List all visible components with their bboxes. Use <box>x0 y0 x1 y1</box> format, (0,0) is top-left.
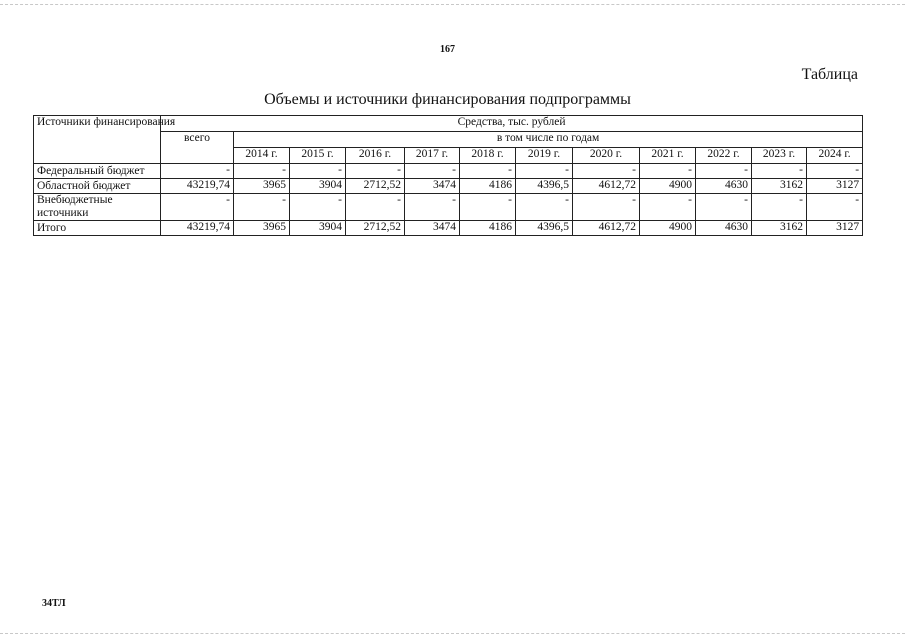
year-header: 2022 г. <box>696 148 752 164</box>
table-cell: - <box>696 164 752 179</box>
table-cell: - <box>460 194 516 221</box>
year-header: 2015 г. <box>290 148 346 164</box>
table-cell: 43219,74 <box>161 179 234 194</box>
table-cell: - <box>460 164 516 179</box>
header-by-years: в том числе по годам <box>234 132 863 148</box>
table-cell: 3965 <box>234 179 290 194</box>
table-cell: 4396,5 <box>516 221 573 236</box>
table-cell: 3904 <box>290 221 346 236</box>
table-cell: 43219,74 <box>161 221 234 236</box>
scan-edge-top <box>0 4 905 5</box>
table-cell: 4900 <box>640 179 696 194</box>
table-cell: - <box>234 194 290 221</box>
year-header: 2021 г. <box>640 148 696 164</box>
year-header: 2024 г. <box>807 148 863 164</box>
table-cell: 4900 <box>640 221 696 236</box>
year-header: 2017 г. <box>405 148 460 164</box>
table-cell: - <box>234 164 290 179</box>
table-cell: - <box>161 194 234 221</box>
table-row-federal <box>34 164 863 179</box>
scan-edge-bottom <box>0 633 905 634</box>
header-source: Источники финансирования <box>34 116 161 164</box>
page-number: 167 <box>440 44 455 55</box>
table-cell: 3127 <box>807 179 863 194</box>
table-cell: 4630 <box>696 221 752 236</box>
row-label: Внебюджетные источники <box>34 194 161 221</box>
header-total: всего <box>161 132 234 164</box>
table-cell: - <box>640 164 696 179</box>
table-cell: - <box>290 164 346 179</box>
table-cell: - <box>752 194 807 221</box>
table-cell: - <box>573 194 640 221</box>
table-cell: - <box>752 164 807 179</box>
table-cell: - <box>516 164 573 179</box>
table-cell: 2712,52 <box>346 221 405 236</box>
table-cell: 3127 <box>807 221 863 236</box>
table-label: Таблица <box>801 66 858 83</box>
document-title: Объемы и источники финансирования подпрограммы <box>264 91 631 108</box>
table-cell: 3474 <box>405 221 460 236</box>
table-cell: - <box>290 194 346 221</box>
table-cell: - <box>346 194 405 221</box>
header-funds: Средства, тыс. рублей <box>161 116 863 132</box>
table-cell: - <box>516 194 573 221</box>
table-row-regional <box>34 179 863 194</box>
table-cell: 4186 <box>460 179 516 194</box>
table-cell: 3162 <box>752 179 807 194</box>
year-header: 2023 г. <box>752 148 807 164</box>
table-cell: - <box>640 194 696 221</box>
table-cell: 3162 <box>752 221 807 236</box>
table-cell: 4630 <box>696 179 752 194</box>
row-label: Федеральный бюджет <box>34 164 161 179</box>
table-cell: - <box>405 164 460 179</box>
year-header: 2016 г. <box>346 148 405 164</box>
year-header: 2020 г. <box>573 148 640 164</box>
year-header: 2019 г. <box>516 148 573 164</box>
row-label: Областной бюджет <box>34 179 161 194</box>
table-cell: - <box>807 164 863 179</box>
table-cell: - <box>161 164 234 179</box>
financing-table <box>33 115 863 236</box>
table-cell: - <box>346 164 405 179</box>
table-cell: 4186 <box>460 221 516 236</box>
footer-code: 34ТЛ <box>42 598 66 609</box>
table-row-extrabudgetary <box>34 194 863 221</box>
table-cell: 4612,72 <box>573 179 640 194</box>
table-cell: - <box>405 194 460 221</box>
year-header: 2018 г. <box>460 148 516 164</box>
table-cell: - <box>696 194 752 221</box>
table-cell: 3965 <box>234 221 290 236</box>
table-row-total <box>34 221 863 236</box>
table-cell: 4612,72 <box>573 221 640 236</box>
table-cell: 3904 <box>290 179 346 194</box>
table-cell: - <box>807 194 863 221</box>
table-cell: 3474 <box>405 179 460 194</box>
row-label: Итого <box>34 221 161 236</box>
table-cell: 2712,52 <box>346 179 405 194</box>
year-header: 2014 г. <box>234 148 290 164</box>
header-row-funds <box>34 116 863 132</box>
table-cell: - <box>573 164 640 179</box>
table-cell: 4396,5 <box>516 179 573 194</box>
